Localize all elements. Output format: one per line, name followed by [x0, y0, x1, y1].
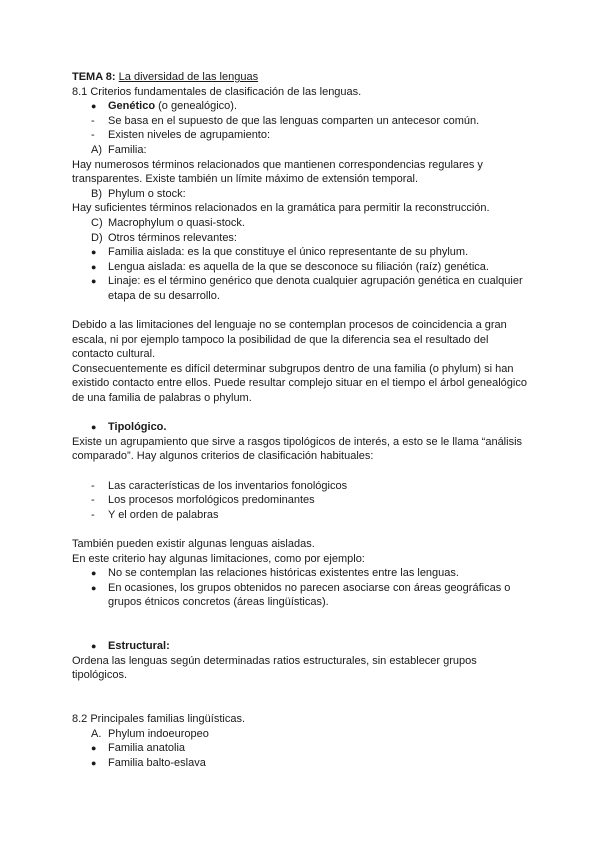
tipologico-description: Existe un agrupamiento que sirve a rasgos tipológicos de interés, a esto se le llama “análisis comparado”. Hay algunos criterios de clasificación habituales:	[72, 435, 523, 463]
phylum-item	[72, 727, 527, 742]
estructural-name: Estructural:	[108, 640, 170, 653]
bullet-icon: ●	[91, 568, 97, 579]
genetico-item	[72, 99, 527, 114]
limit-text: En ocasiones, los grupos obtenidos no parecen asociarse con áreas geográficas o grupos étnicos concretos (áreas lingüísticas).	[108, 581, 511, 609]
level-b-description: Hay suficientes términos relacionados en la gramática para permitir la reconstrucción.	[72, 202, 490, 215]
level-c-mark: C)	[91, 216, 103, 229]
term-text: Familia aislada: es la que constituye el único representante de su phylum.	[108, 246, 469, 259]
phylum-text: Phylum indoeuropeo	[108, 727, 209, 740]
tipologico-dash	[72, 479, 527, 494]
family-item	[72, 756, 527, 771]
phylum-mark: A.	[91, 727, 102, 740]
dash-text: Los procesos morfológicos predominantes	[108, 494, 315, 507]
bullet-icon: ●	[91, 582, 97, 593]
bullet-icon: ●	[91, 261, 97, 272]
dash-text: Y el orden de palabras	[108, 508, 219, 521]
level-c-text: Macrophylum o quasi-stock.	[108, 216, 245, 229]
level-b-text: Phylum o stock:	[108, 187, 186, 200]
dash-icon: -	[91, 479, 95, 492]
dash-text: Existen niveles de agrupamiento:	[108, 129, 271, 142]
tipologico-paragraph-1: También pueden existir algunas lenguas aisladas.	[72, 538, 315, 550]
term-item	[72, 260, 527, 275]
level-a-mark: A)	[91, 143, 102, 156]
title-label: TEMA 8:	[72, 71, 116, 83]
bullet-icon: ●	[91, 276, 97, 287]
level-d-mark: D)	[91, 231, 103, 244]
genetico-paragraph-2: Consecuentemente es difícil determinar subgrupos dentro de una familia (o phylum) si han existido contacto entre ellos. Puede resultar complejo situar en el tiempo el árbol genealógico de una familia de palabras o phylum.	[72, 362, 527, 405]
tipologico-item	[72, 420, 527, 435]
bullet-icon: ●	[91, 641, 97, 652]
tipologico-dash	[72, 508, 527, 523]
genetico-dash-1	[72, 114, 527, 129]
limit-text: No se contemplan las relaciones históricas existentes entre las lenguas.	[108, 567, 459, 580]
level-b-mark: B)	[91, 187, 102, 200]
genetico-dash-2	[72, 128, 527, 143]
genetico-suffix: (o genealógico).	[155, 100, 238, 113]
term-text: Lengua aislada: es aquella de la que se desconoce su filiación (raíz) genética.	[108, 260, 489, 273]
bullet-icon: ●	[91, 743, 97, 754]
level-a-description: Hay numerosos términos relacionados que mantienen correspondencias regulares y transparentes. Existe también un límite máximo de extensión temporal.	[72, 158, 483, 186]
limit-item	[72, 581, 527, 610]
dash-icon: -	[91, 508, 95, 521]
dash-icon: -	[91, 129, 95, 142]
term-text: Linaje: es el término genérico que denota cualquier agrupación genética en cualquier etapa de su desarrollo.	[108, 275, 523, 302]
level-d-text: Otros términos relevantes:	[108, 231, 237, 244]
tipologico-name: Tipológico.	[108, 421, 167, 434]
bullet-icon: ●	[91, 247, 97, 258]
bullet-icon: ●	[91, 422, 97, 433]
bullet-icon: ●	[91, 101, 97, 112]
level-a	[72, 143, 527, 158]
dash-text: Las características de los inventarios fonológicos	[108, 479, 348, 492]
level-c	[72, 216, 527, 231]
family-text: Familia balto-eslava	[108, 756, 206, 769]
estructural-item	[72, 639, 527, 654]
level-b	[72, 187, 527, 202]
level-a-text: Familia:	[108, 143, 147, 156]
page-title	[72, 70, 527, 85]
tipologico-dash	[72, 493, 527, 508]
section-8-1-heading: 8.1 Criterios fundamentales de clasificación de las lenguas.	[72, 85, 362, 98]
estructural-description: Ordena las lenguas según determinadas ratios estructurales, sin establecer grupos tipológicos.	[72, 654, 477, 682]
family-item	[72, 741, 527, 756]
level-d	[72, 231, 527, 246]
dash-icon: -	[91, 114, 95, 127]
term-item	[72, 274, 527, 303]
bullet-icon: ●	[91, 757, 97, 768]
section-8-2-heading: 8.2 Principales familias lingüísticas.	[72, 713, 246, 726]
title-text: La diversidad de las lenguas	[118, 71, 259, 83]
limit-item	[72, 566, 527, 581]
term-item	[72, 245, 527, 260]
dash-text: Se basa en el supuesto de que las lenguas comparten un antecesor común.	[108, 114, 480, 127]
dash-icon: -	[91, 494, 95, 507]
document-body	[72, 70, 527, 771]
genetico-paragraph-1: Debido a las limitaciones del lenguaje no se contemplan procesos de coincidencia a gran escala, ni por ejemplo tampoco la posibilidad de que la diferencia sea el resultado del contacto cultural.	[72, 319, 507, 361]
family-text: Familia anatolia	[108, 742, 186, 755]
tipologico-paragraph-2: En este criterio hay algunas limitaciones, como por ejemplo:	[72, 552, 365, 565]
genetico-name: Genético	[108, 100, 156, 113]
